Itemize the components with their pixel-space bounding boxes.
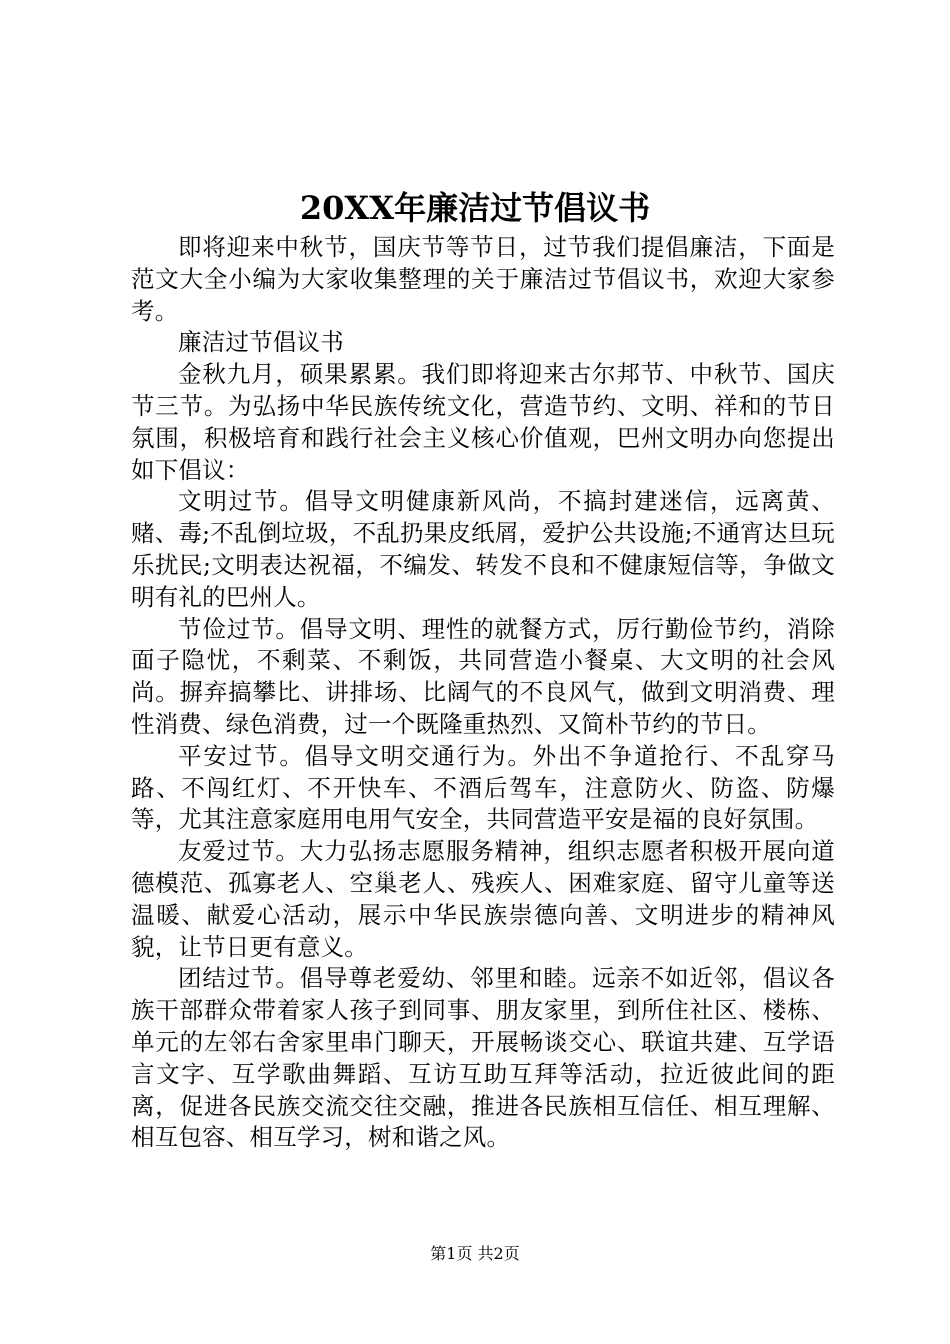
unity-paragraph: 团结过节。倡导尊老爱幼、邻里和睦。远亲不如近邻，倡议各族干部群众带着家人孩子到同事、朋友家里，到所住社区、楼栋、单元的左邻右舍家里串门聊天，开展畅谈交心、联谊共建、互学语言文字、互学歌曲舞蹈、互访互助互拜等活动，拉近彼此间的距离，促进各民族交流交往交融，推进各民族相互信任、相互理解、相互包容、相互学习，树和谐之风。: [131, 964, 835, 1152]
document-title: 20XX年廉洁过节倡议书: [299, 189, 651, 227]
page-footer: 第1页 共2页: [430, 1244, 520, 1263]
document-body: [131, 232, 835, 1154]
safety-paragraph: 平安过节。倡导文明交通行为。外出不争道抢行、不乱穿马路、不闯红灯、不开快车、不酒后驾车，注意防火、防盗、防爆等，尤其注意家庭用电用气安全，共同营造平安是福的良好氛围。: [131, 741, 835, 834]
civilized-paragraph: 文明过节。倡导文明健康新风尚，不搞封建迷信，远离黄、赌、毒;不乱倒垃圾，不乱扔果皮纸屑，爱护公共设施;不通宵达旦玩乐扰民;文明表达祝福，不编发、转发不良和不健康短信等，争做文明有礼的巴州人。: [131, 487, 835, 611]
friendship-paragraph: 友爱过节。大力弘扬志愿服务精神，组织志愿者积极开展向道德模范、孤寡老人、空巢老人、残疾人、困难家庭、留守儿童等送温暖、献爱心活动，展示中华民族崇德向善、文明进步的精神风貌，让节日更有意义。: [131, 837, 835, 961]
subtitle-paragraph: 廉洁过节倡议书: [178, 328, 344, 357]
frugal-paragraph: 节俭过节。倡导文明、理性的就餐方式，厉行勤俭节约，消除面子隐忧，不剩菜、不剩饭，共同营造小餐桌、大文明的社会风尚。摒弃搞攀比、讲排场、比阔气的不良风气，做到文明消费、理性消费、绿色消费，过一个既隆重热烈、又简朴节约的节日。: [131, 614, 835, 738]
intro-paragraph: 即将迎来中秋节，国庆节等节日，过节我们提倡廉洁，下面是范文大全小编为大家收集整理的关于廉洁过节倡议书，欢迎大家参考。: [131, 233, 835, 325]
opening-paragraph: 金秋九月，硕果累累。我们即将迎来古尔邦节、中秋节、国庆节三节。为弘扬中华民族传统文化，营造节约、文明、祥和的节日氛围，积极培育和践行社会主义核心价值观，巴州文明办向您提出如下倡议：: [131, 360, 835, 484]
